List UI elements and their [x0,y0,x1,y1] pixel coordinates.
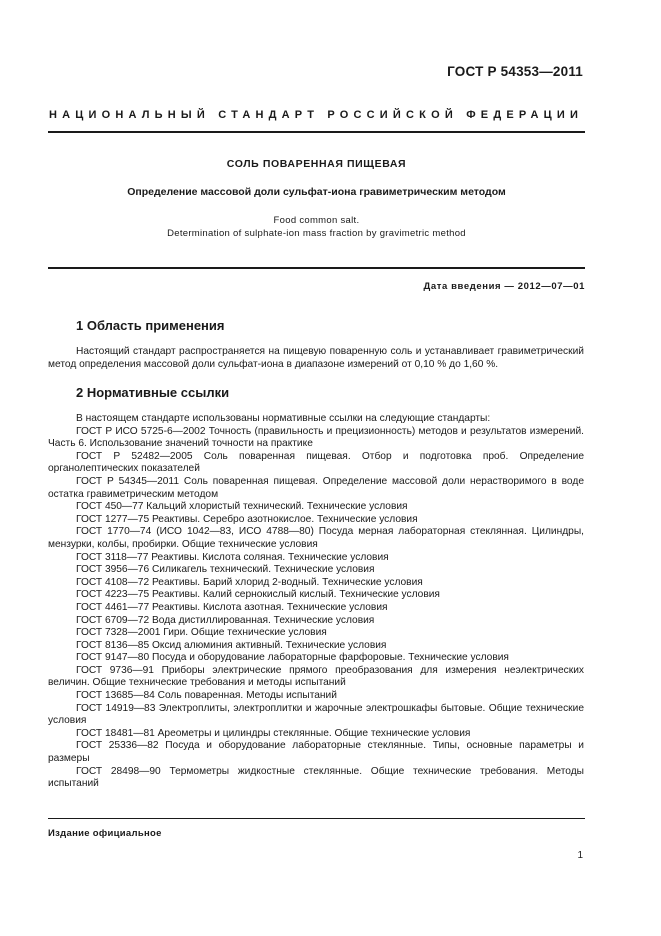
national-standard-banner: НАЦИОНАЛЬНЫЙ СТАНДАРТ РОССИЙСКОЙ ФЕДЕРАЦИИ [48,109,584,121]
reference-item: ГОСТ Р 52482—2005 Соль поваренная пищевая. Отбор и подготовка проб. Определение органолептических показателей [48,450,584,475]
title-english [48,214,585,240]
reference-item: ГОСТ 1770—74 (ИСО 1042—83, ИСО 4788—80) Посуда мерная лабораторная стеклянная. Цилиндры, мензурки, колбы, пробирки. Общие технические условия [48,526,584,550]
reference-item: ГОСТ 4108—72 Реактивы. Барий хлорид 2-водный. Технические условия [76,576,423,588]
introduction-date: Дата введения — 2012—07—01 [423,281,585,292]
title-english-line2: Determination of sulphate-ion mass fraction by gravimetric method [167,228,466,239]
subtitle-russian: Определение массовой доли сульфат-иона гравиметрическим методом [127,186,506,198]
reference-item: ГОСТ 1277—75 Реактивы. Серебро азотнокислое. Технические условия [76,513,418,525]
footer-rule [48,818,585,819]
section-1-heading: 1 Область применения [76,318,225,333]
title-russian: СОЛЬ ПОВАРЕННАЯ ПИЩЕВАЯ [226,158,407,170]
reference-item: ГОСТ 9147—80 Посуда и оборудование лабораторные фарфоровые. Технические условия [76,652,509,664]
header-rule [48,131,585,133]
reference-item: ГОСТ 28498—90 Термометры жидкостные стеклянные. Общие технические требования. Методы испытаний [48,765,584,790]
section-1-text: Настоящий стандарт распространяется на пищевую поваренную соль и устанавливает гравиметрический метод определения массовой доли сульфат-иона в диапазоне измерений от 0,10 % до 1,60 %. [48,346,584,370]
reference-item: ГОСТ Р ИСО 5725-6—2002 Точность (правильность и прецизионность) методов и результатов измерений. Часть 6. Использование значений точности на практике [48,425,584,450]
reference-item: ГОСТ 9736—91 Приборы электрические прямого преобразования для измерения неэлектрических величин. Общие технические требования и методы испытаний [48,664,584,689]
title-rule [48,267,585,269]
normative-references [48,413,584,791]
reference-item: ГОСТ 13685—84 Соль поваренная. Методы испытаний [76,690,337,702]
reference-item: ГОСТ 25336—82 Посуда и оборудование лабораторные стеклянные. Типы, основные параметры и размеры [48,740,584,765]
reference-item: ГОСТ 4461—77 Реактивы. Кислота азотная. Технические условия [76,601,388,613]
references-intro: В настоящем стандарте использованы нормативные ссылки на следующие стандарты: [76,413,491,424]
document-number: ГОСТ Р 54353—2011 [447,64,583,79]
reference-item: ГОСТ 18481—81 Ареометры и цилиндры стеклянные. Общие технические условия [76,727,471,739]
reference-item: ГОСТ 14919—83 Электроплиты, электроплитки и жарочные электрошкафы бытовые. Общие технические условия [48,702,584,727]
reference-item: ГОСТ 8136—85 Оксид алюминия активный. Технические условия [76,639,387,651]
reference-item: ГОСТ Р 54345—2011 Соль поваренная пищевая. Определение массовой доли нерастворимого в воде остатка гравиметрическим методом [48,475,584,500]
title-english-line1: Food common salt. [273,215,360,226]
page-number: 1 [577,850,583,861]
reference-item: ГОСТ 450—77 Кальций хлористый технический. Технические условия [76,501,408,513]
reference-item: ГОСТ 6709—72 Вода дистиллированная. Технические условия [76,614,375,626]
reference-item: ГОСТ 3956—76 Силикагель технический. Технические условия [76,564,375,576]
section-1-body [48,346,584,371]
section-2-heading: 2 Нормативные ссылки [76,385,230,400]
reference-item: ГОСТ 7328—2001 Гири. Общие технические условия [76,627,327,639]
official-edition-label: Издание официальное [48,828,162,839]
reference-item: ГОСТ 3118—77 Реактивы. Кислота соляная. Технические условия [76,551,389,563]
reference-item: ГОСТ 4223—75 Реактивы. Калий сернокислый кислый. Технические условия [76,589,440,601]
